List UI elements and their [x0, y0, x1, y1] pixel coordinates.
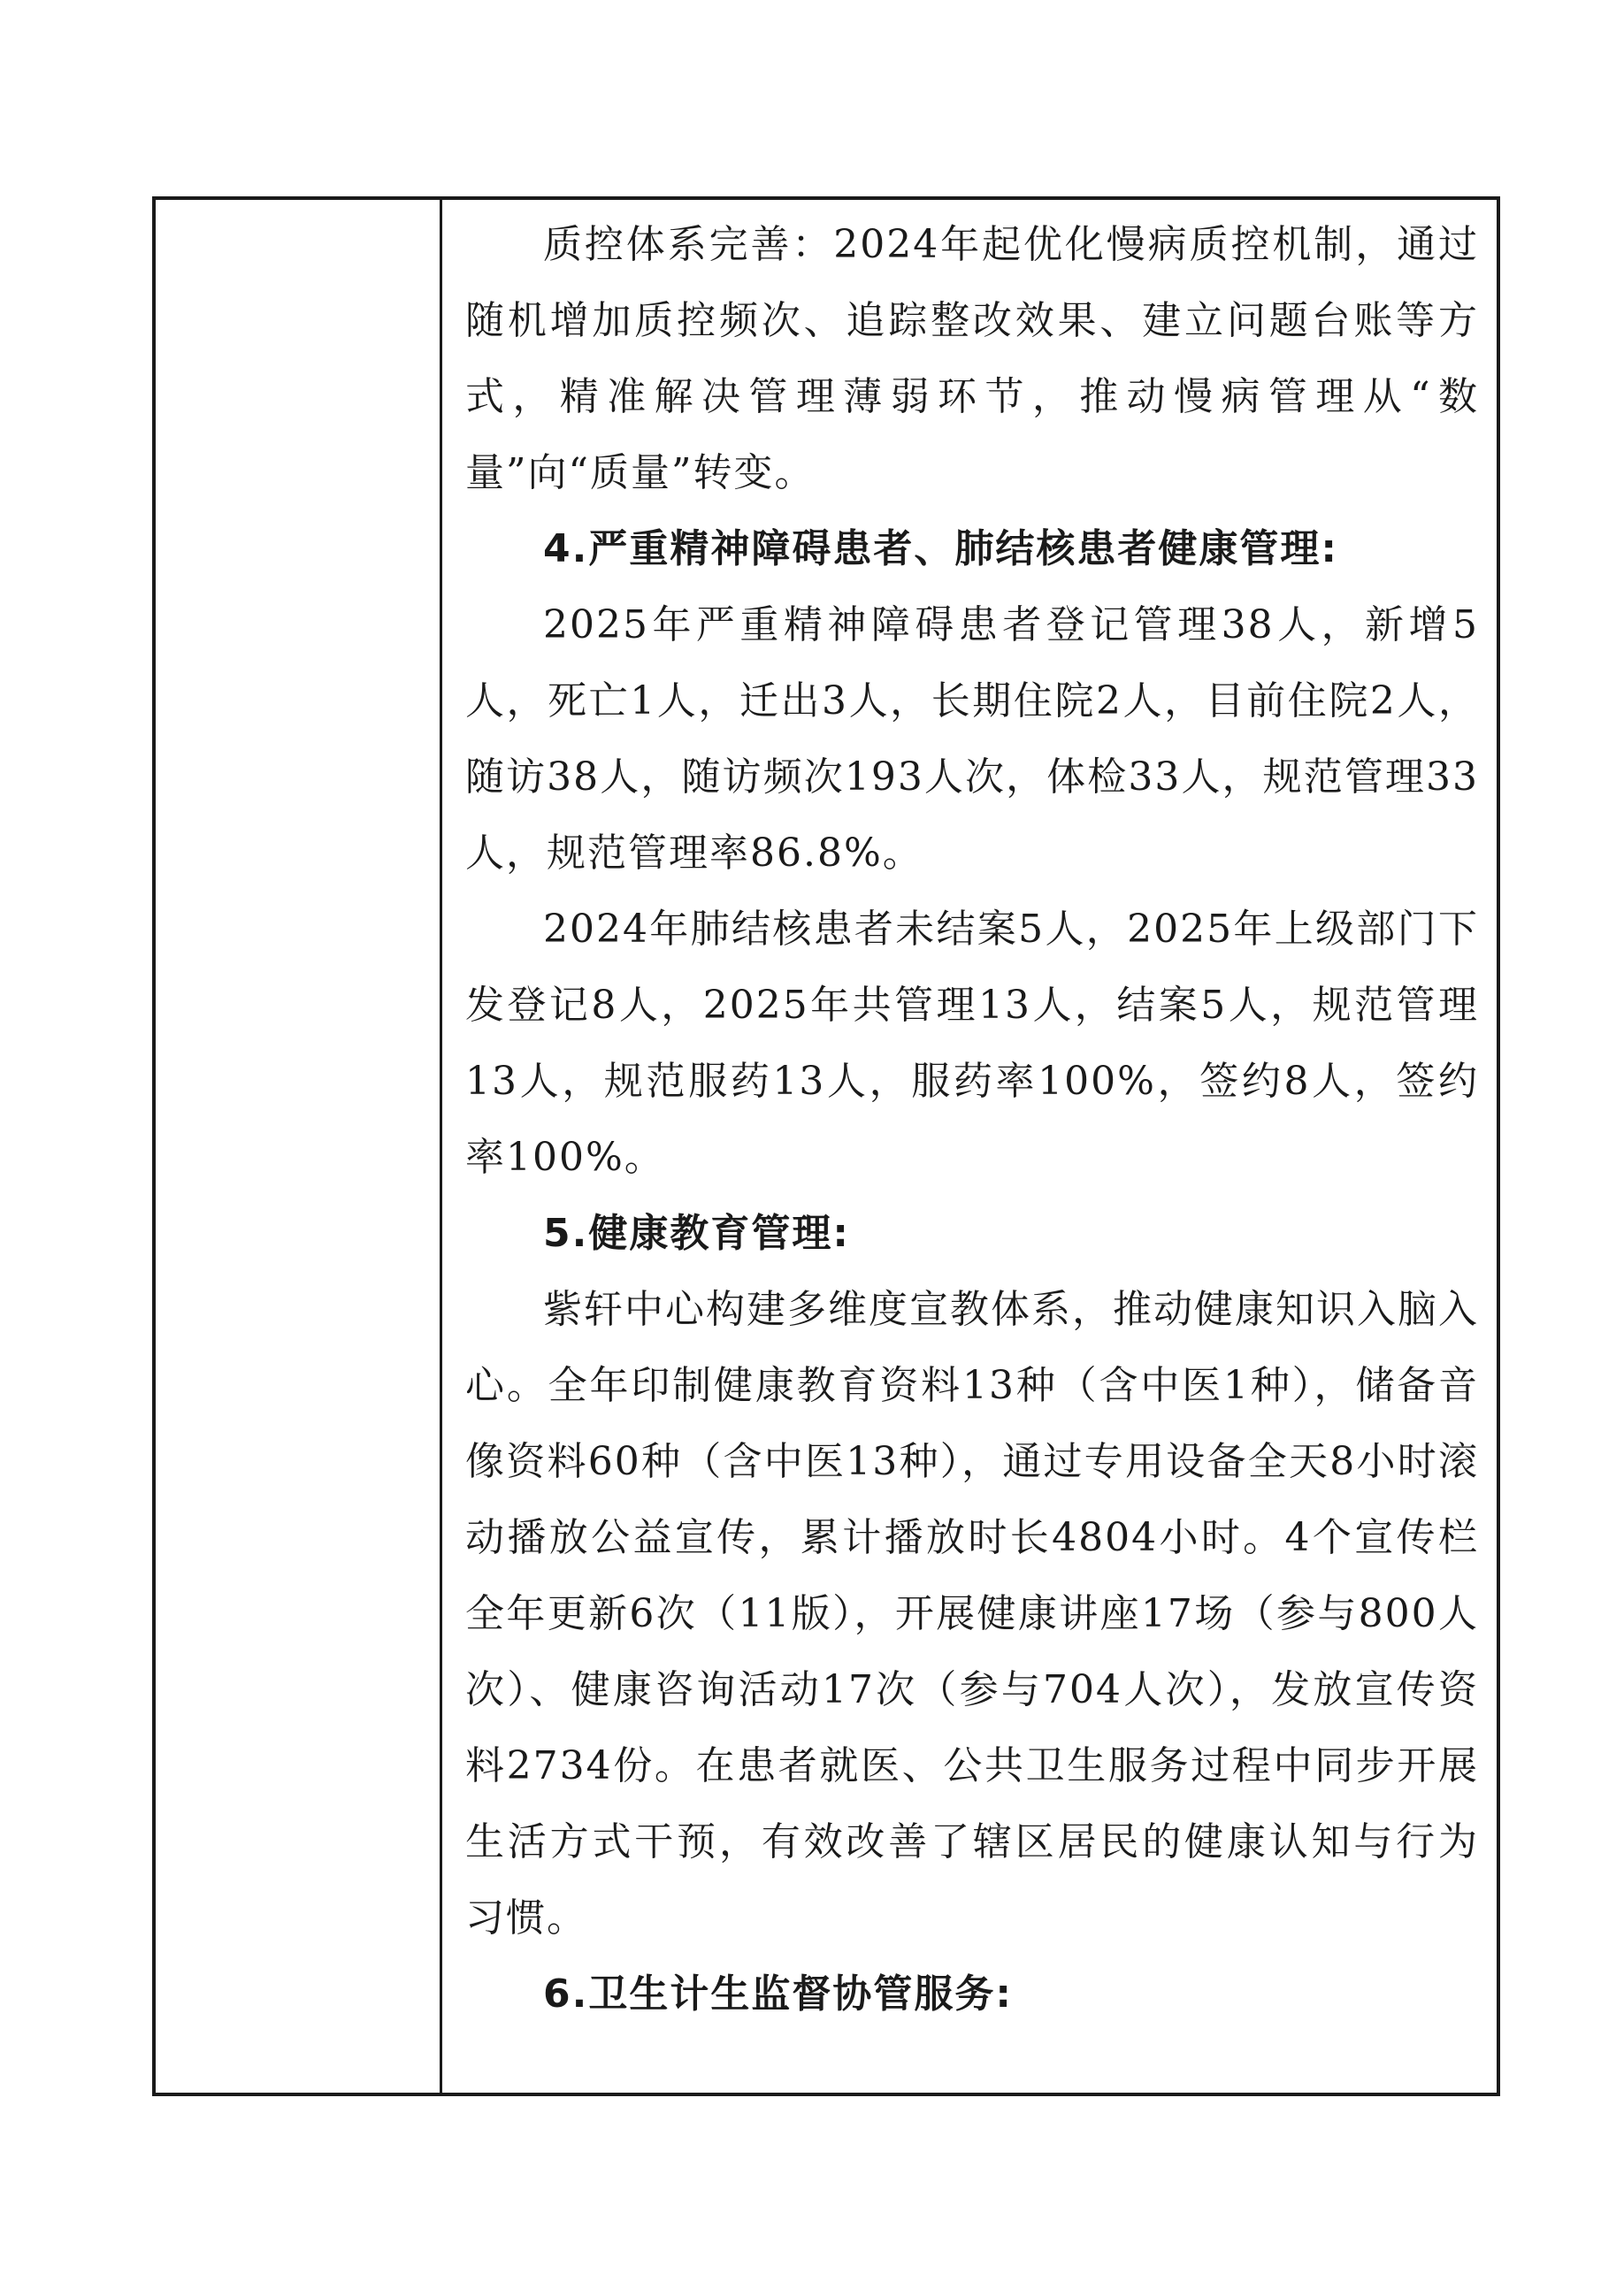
- document-table: [152, 196, 1500, 2096]
- section-heading-6: 6.卫生计生监督协管服务:: [543, 1971, 1013, 2017]
- paragraph-tuberculosis: 2024年肺结核患者未结案5人，2025年上级部门下发登记8人，2025年共管理13人，结案5人，规范管理13人，规范服药13人，服药率100%，签约8人，签约率100%。: [465, 907, 1479, 1180]
- table-content-cell: [442, 200, 1497, 2093]
- section-heading-5: 5.健康教育管理:: [543, 1211, 850, 1256]
- section-heading-4: 4.严重精神障碍患者、肺结核患者健康管理:: [543, 526, 1338, 571]
- paragraph-health-education: 紫轩中心构建多维度宣教体系，推动健康知识入脑入心。全年印制健康教育资料13种（含中医1种），储备音像资料60种（含中医13种），通过专用设备全天8小时滚动播放公益宣传，累计播放时长4804小时。4个宣传栏全年更新6次（11版），开展健康讲座17场（参与800人次）、健康咨询活动17次（参与704人次），发放宣传资料2734份。在患者就医、公共卫生服务过程中同步开展生活方式干预，有效改善了辖区居民的健康认知与行为习惯。: [465, 1287, 1479, 1941]
- paragraph-quality-control: 质控体系完善：2024年起优化慢病质控机制，通过随机增加质控频次、追踪整改效果、建立问题台账等方式，精准解决管理薄弱环节，推动慢病管理从“数量”向“质量”转变。: [465, 222, 1479, 495]
- table-left-cell: [156, 200, 442, 2093]
- paragraph-mental-health: 2025年严重精神障碍患者登记管理38人，新增5人，死亡1人，迁出3人，长期住院2人，目前住院2人，随访38人，随访频次193人次，体检33人，规范管理33人，规范管理率86.8%。: [465, 602, 1479, 876]
